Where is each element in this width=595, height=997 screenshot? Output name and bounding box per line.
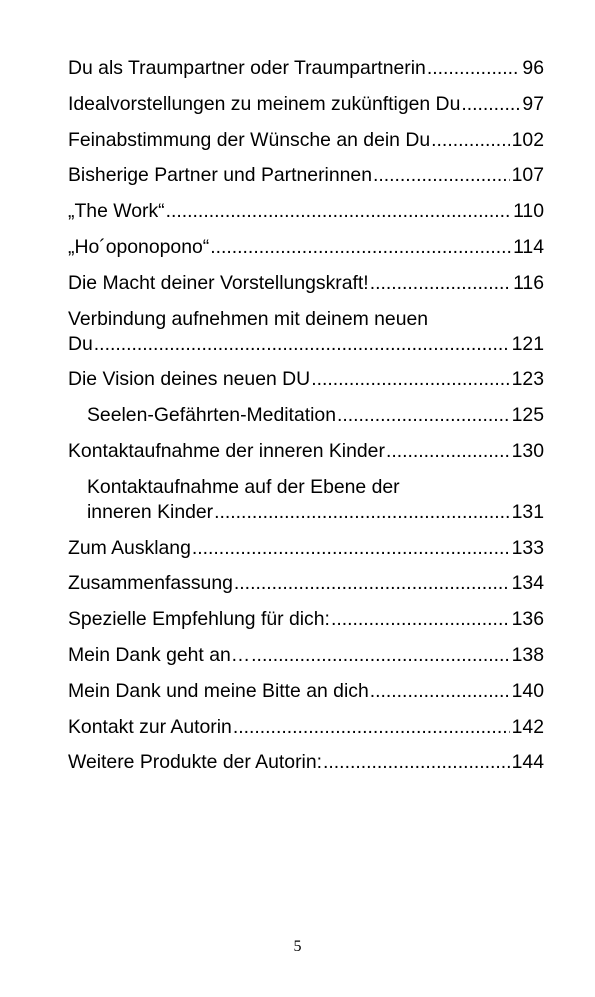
dot-leader <box>251 643 509 668</box>
toc-entry[interactable] <box>68 199 544 224</box>
toc-entry[interactable] <box>68 367 544 392</box>
toc-entry-line <box>68 367 544 392</box>
toc-entry-title: Mein Dank und meine Bitte an dich <box>68 679 369 702</box>
toc-entry-title: Feinabstimmung der Wünsche an dein Du <box>68 128 431 151</box>
toc-entry-page-number: 114 <box>513 235 544 258</box>
toc-entry-line <box>68 439 544 464</box>
dot-leader <box>431 128 509 153</box>
dot-leader <box>373 163 510 188</box>
toc-entry-line <box>68 571 544 596</box>
toc-entry-line <box>68 271 544 296</box>
toc-entry[interactable] <box>68 307 544 357</box>
toc-entry-page-number: 110 <box>513 200 544 223</box>
dot-leader <box>234 571 510 596</box>
dot-leader <box>337 403 510 428</box>
toc-entry-title: Zum Ausklang <box>68 536 191 559</box>
toc-entry[interactable] <box>68 750 544 775</box>
toc-entry[interactable] <box>68 92 544 117</box>
toc-entry-line <box>68 679 544 704</box>
toc-entry-title: Zusammenfassung <box>68 572 233 595</box>
toc-entry-title: Kontaktaufnahme der inneren Kinder <box>68 439 385 462</box>
dot-leader <box>233 715 510 740</box>
toc-entry-line <box>68 92 544 117</box>
toc-entry-line <box>87 403 544 428</box>
toc-entry-line <box>68 607 544 632</box>
toc-entry-page-number: 102 <box>511 128 544 151</box>
dot-leader <box>386 439 510 464</box>
toc-entry-line <box>68 332 544 357</box>
dot-leader <box>331 607 510 632</box>
toc-entry-page-number: 125 <box>511 404 544 427</box>
toc-entry[interactable] <box>68 607 544 632</box>
toc-entry-page-number: 140 <box>511 679 544 702</box>
toc-entry-page-number: 116 <box>513 271 544 294</box>
toc-entry[interactable] <box>68 403 544 428</box>
toc-entry-page-number: 107 <box>511 164 544 187</box>
toc-entry-page-number: 144 <box>511 751 544 774</box>
toc-entry[interactable] <box>68 271 544 296</box>
toc-entry-line <box>68 56 544 81</box>
toc-entry-line <box>68 750 544 775</box>
toc-entry-title: inneren Kinder <box>87 500 214 523</box>
dot-leader <box>214 500 510 525</box>
dot-leader <box>370 271 511 296</box>
page-number: 5 <box>293 938 302 955</box>
toc-entry-title: „The Work“ <box>68 200 165 223</box>
table-of-contents <box>68 56 544 786</box>
dot-leader <box>192 536 510 561</box>
toc-entry[interactable] <box>68 715 544 740</box>
toc-entry-page-number: 96 <box>522 57 544 79</box>
toc-entry-page-number: 136 <box>511 608 544 631</box>
toc-entry-title: Die Macht deiner Vorstellungskraft! <box>68 271 369 294</box>
toc-entry-title: Idealvorstellungen zu meinem zukünftigen Du <box>68 92 461 115</box>
toc-entry[interactable] <box>68 439 544 464</box>
dot-leader <box>210 235 511 260</box>
toc-entry-line <box>68 163 544 188</box>
toc-entry-line <box>68 643 544 668</box>
toc-entry[interactable] <box>68 475 544 525</box>
toc-entry[interactable] <box>68 536 544 561</box>
dot-leader <box>461 92 520 117</box>
toc-entry-title-line: Kontaktaufnahme auf der Ebene der <box>87 475 400 498</box>
toc-entry-page-number: 134 <box>511 572 544 595</box>
dot-leader <box>311 367 509 392</box>
dot-leader <box>323 750 510 775</box>
toc-entry-page-number: 131 <box>511 500 544 523</box>
toc-entry-line <box>68 128 544 153</box>
toc-entry-page-number: 142 <box>511 715 544 738</box>
toc-entry-title: Bisherige Partner und Partnerinnen <box>68 164 372 187</box>
toc-entry[interactable] <box>68 56 544 81</box>
toc-entry-title-line: Verbindung aufnehmen mit deinem neuen <box>68 307 429 330</box>
toc-entry-page-number: 130 <box>511 439 544 462</box>
toc-entry-title: Kontakt zur Autorin <box>68 715 232 738</box>
toc-entry[interactable] <box>68 163 544 188</box>
toc-entry-line <box>68 235 544 260</box>
toc-entry[interactable] <box>68 679 544 704</box>
toc-entry-page-number: 97 <box>522 92 544 115</box>
toc-entry-line <box>87 500 544 525</box>
toc-entry-title: Weitere Produkte der Autorin: <box>68 751 323 774</box>
dot-leader <box>166 199 511 224</box>
toc-entry-page-number: 138 <box>511 643 544 666</box>
toc-entry-title: „Ho´oponopono“ <box>68 235 210 258</box>
toc-entry-line <box>68 199 544 224</box>
dot-leader <box>370 679 510 704</box>
toc-entry[interactable] <box>68 235 544 260</box>
toc-entry-line <box>68 715 544 740</box>
toc-entry-page-number: 133 <box>511 536 544 559</box>
dot-leader <box>94 332 510 357</box>
toc-entry-title: Seelen-Gefährten-Meditation <box>87 404 336 427</box>
toc-entry-title: Du <box>68 332 93 355</box>
toc-entry-title: Mein Dank geht an… <box>68 643 251 666</box>
toc-entry-page-number: 121 <box>511 332 544 355</box>
dot-leader <box>427 56 521 81</box>
toc-entry-page-number: 123 <box>511 368 544 391</box>
toc-entry-title: Du als Traumpartner oder Traumpartnerin <box>68 57 426 79</box>
toc-entry[interactable] <box>68 643 544 668</box>
toc-entry-title: Spezielle Empfehlung für dich: <box>68 608 330 631</box>
toc-entry[interactable] <box>68 128 544 153</box>
toc-entry-title: Die Vision deines neuen DU <box>68 368 311 391</box>
toc-entry[interactable] <box>68 571 544 596</box>
toc-entry-line <box>68 536 544 561</box>
